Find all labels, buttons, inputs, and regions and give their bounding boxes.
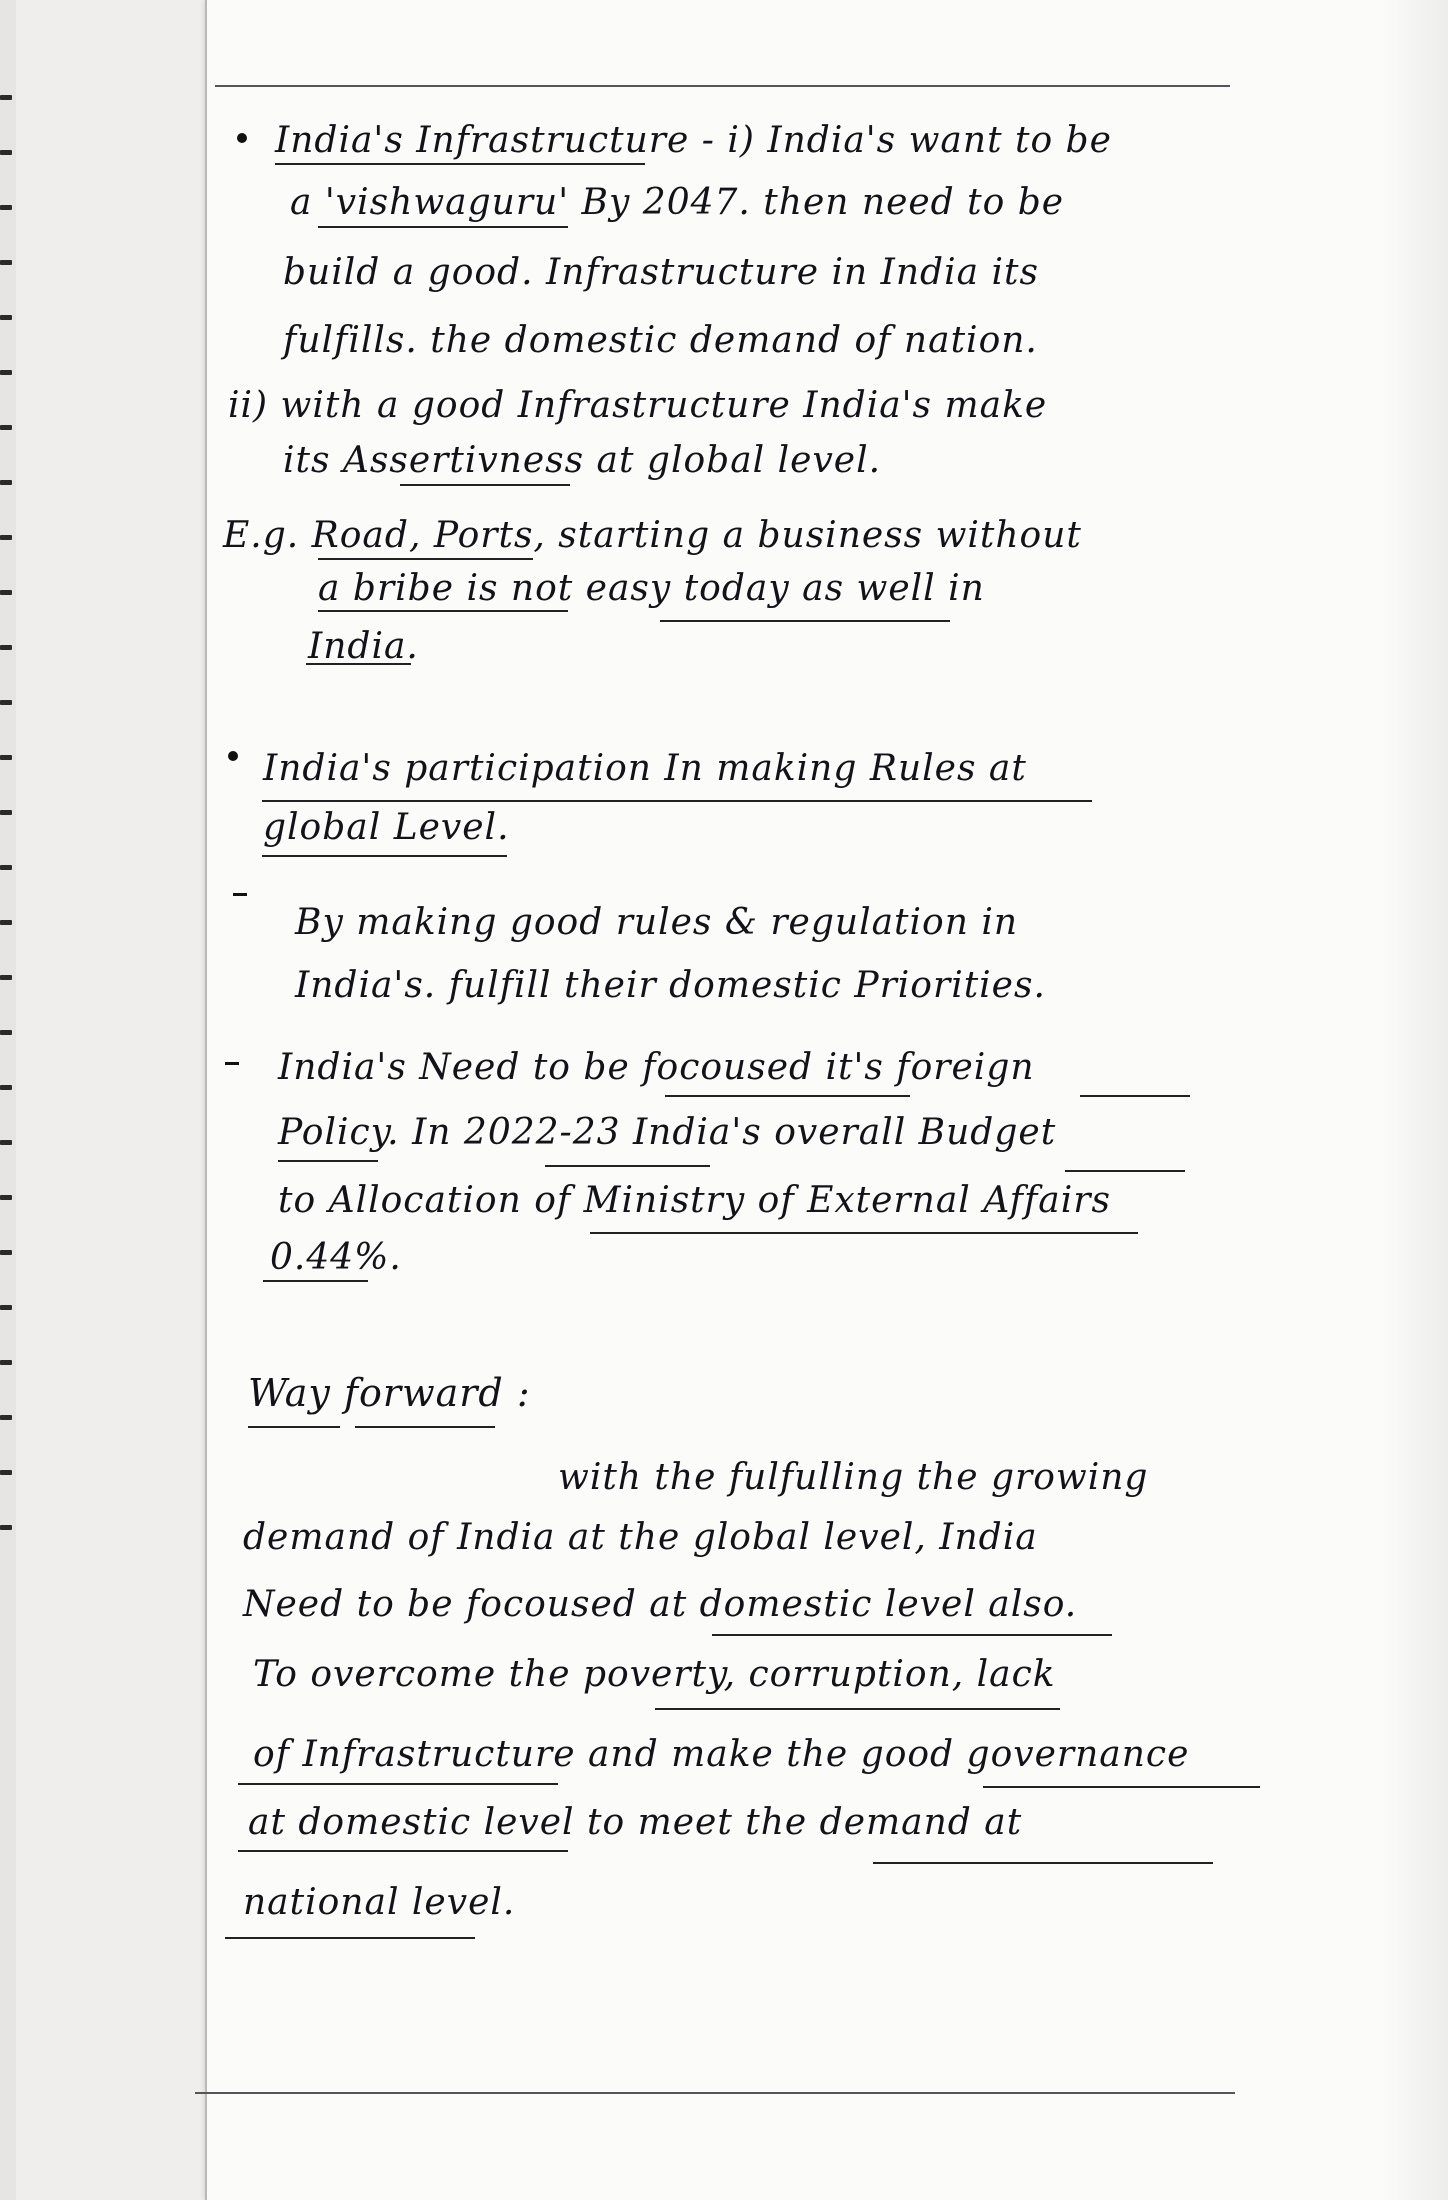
binder-ring: [0, 700, 12, 705]
underline: [318, 610, 568, 612]
note-line: E.g. Road, Ports, starting a business without: [223, 515, 1082, 556]
underline: [712, 1634, 1112, 1636]
note-line: India.: [308, 626, 419, 667]
underline: [275, 163, 645, 165]
bullet-point: [237, 133, 247, 143]
underline: [545, 1165, 710, 1167]
underline: [400, 484, 570, 486]
notebook-binder-edge: [0, 0, 16, 2200]
underline: [660, 620, 950, 622]
binder-ring: [0, 920, 12, 925]
dash-marker: [233, 893, 247, 896]
note-line: ii) with a good Infrastructure India's make: [228, 385, 1048, 426]
underline: [590, 1232, 1138, 1234]
binder-ring: [0, 425, 12, 430]
note-line: India's Need to be focoused it's foreign: [278, 1047, 1035, 1088]
binder-ring: [0, 1305, 12, 1310]
underline: [262, 855, 507, 857]
page-edge-shadow: [1380, 0, 1448, 2200]
note-line: 0.44%.: [270, 1237, 402, 1278]
way-forward-heading: Way forward :: [248, 1371, 531, 1415]
note-line: To overcome the poverty, corruption, lack: [253, 1654, 1056, 1695]
note-line: at domestic level to meet the demand at: [248, 1802, 1023, 1843]
binder-ring: [0, 1140, 12, 1145]
binder-ring: [0, 480, 12, 485]
underline: [873, 1862, 1213, 1864]
underline: [983, 1786, 1260, 1788]
page-bottom-rule: [195, 2092, 1235, 2094]
underline: [263, 1280, 368, 1282]
binder-ring: [0, 95, 12, 100]
bullet-point: [228, 751, 238, 761]
binder-ring: [0, 1030, 12, 1035]
section-heading: India's participation In making Rules at: [263, 748, 1027, 789]
underline: [665, 1095, 910, 1097]
note-line: of Infrastructure and make the good governance: [253, 1734, 1190, 1775]
underline: [1080, 1095, 1190, 1097]
binder-ring: [0, 645, 12, 650]
note-line: demand of India at the global level, India: [243, 1517, 1038, 1558]
note-line: a 'vishwaguru' By 2047. then need to be: [290, 182, 1065, 223]
binder-ring: [0, 1195, 12, 1200]
note-line: Policy. In 2022-23 India's overall Budget: [278, 1112, 1057, 1153]
underline: [278, 1160, 378, 1162]
binder-ring: [0, 1525, 12, 1530]
binder-ring: [0, 260, 12, 265]
section-heading: global Level.: [263, 807, 510, 848]
binder-ring: [0, 975, 12, 980]
underline: [262, 800, 1092, 802]
underline: [248, 1426, 340, 1428]
binder-ring: [0, 370, 12, 375]
binder-ring: [0, 865, 12, 870]
binder-ring: [0, 810, 12, 815]
dash-marker: [225, 1062, 239, 1065]
binder-ring: [0, 535, 12, 540]
binder-ring: [0, 1415, 12, 1420]
binder-ring: [0, 205, 12, 210]
binder-ring: [0, 150, 12, 155]
underline: [318, 226, 568, 228]
underline: [655, 1708, 1060, 1710]
binder-ring: [0, 1470, 12, 1475]
binder-ring: [0, 1085, 12, 1090]
underline: [1065, 1170, 1185, 1172]
binder-ring: [0, 1360, 12, 1365]
underline: [355, 1426, 495, 1428]
underline: [238, 1783, 558, 1785]
note-line: with the fulfulling the growing: [558, 1457, 1149, 1498]
underline: [318, 558, 533, 560]
note-line: Need to be focoused at domestic level also.: [243, 1584, 1078, 1625]
binder-ring: [0, 590, 12, 595]
note-line: build a good. Infrastructure in India its: [283, 252, 1039, 293]
underline: [225, 1937, 475, 1939]
note-line: to Allocation of Ministry of External Affairs: [278, 1180, 1111, 1221]
note-line: India's. fulfill their domestic Priorities.: [295, 965, 1046, 1006]
note-line: fulfills. the domestic demand of nation.: [283, 320, 1038, 361]
note-line: its Assertivness at global level.: [283, 440, 882, 481]
note-line: national level.: [243, 1882, 516, 1923]
note-line: a bribe is not easy today as well in: [318, 568, 985, 609]
binder-ring: [0, 1250, 12, 1255]
note-line: By making good rules & regulation in: [295, 902, 1019, 943]
page-top-rule: [215, 85, 1230, 87]
binder-ring: [0, 755, 12, 760]
note-line: India's Infrastructure - i) India's want to be: [275, 120, 1112, 161]
underline: [306, 663, 411, 665]
underline: [238, 1850, 568, 1852]
binder-ring: [0, 315, 12, 320]
